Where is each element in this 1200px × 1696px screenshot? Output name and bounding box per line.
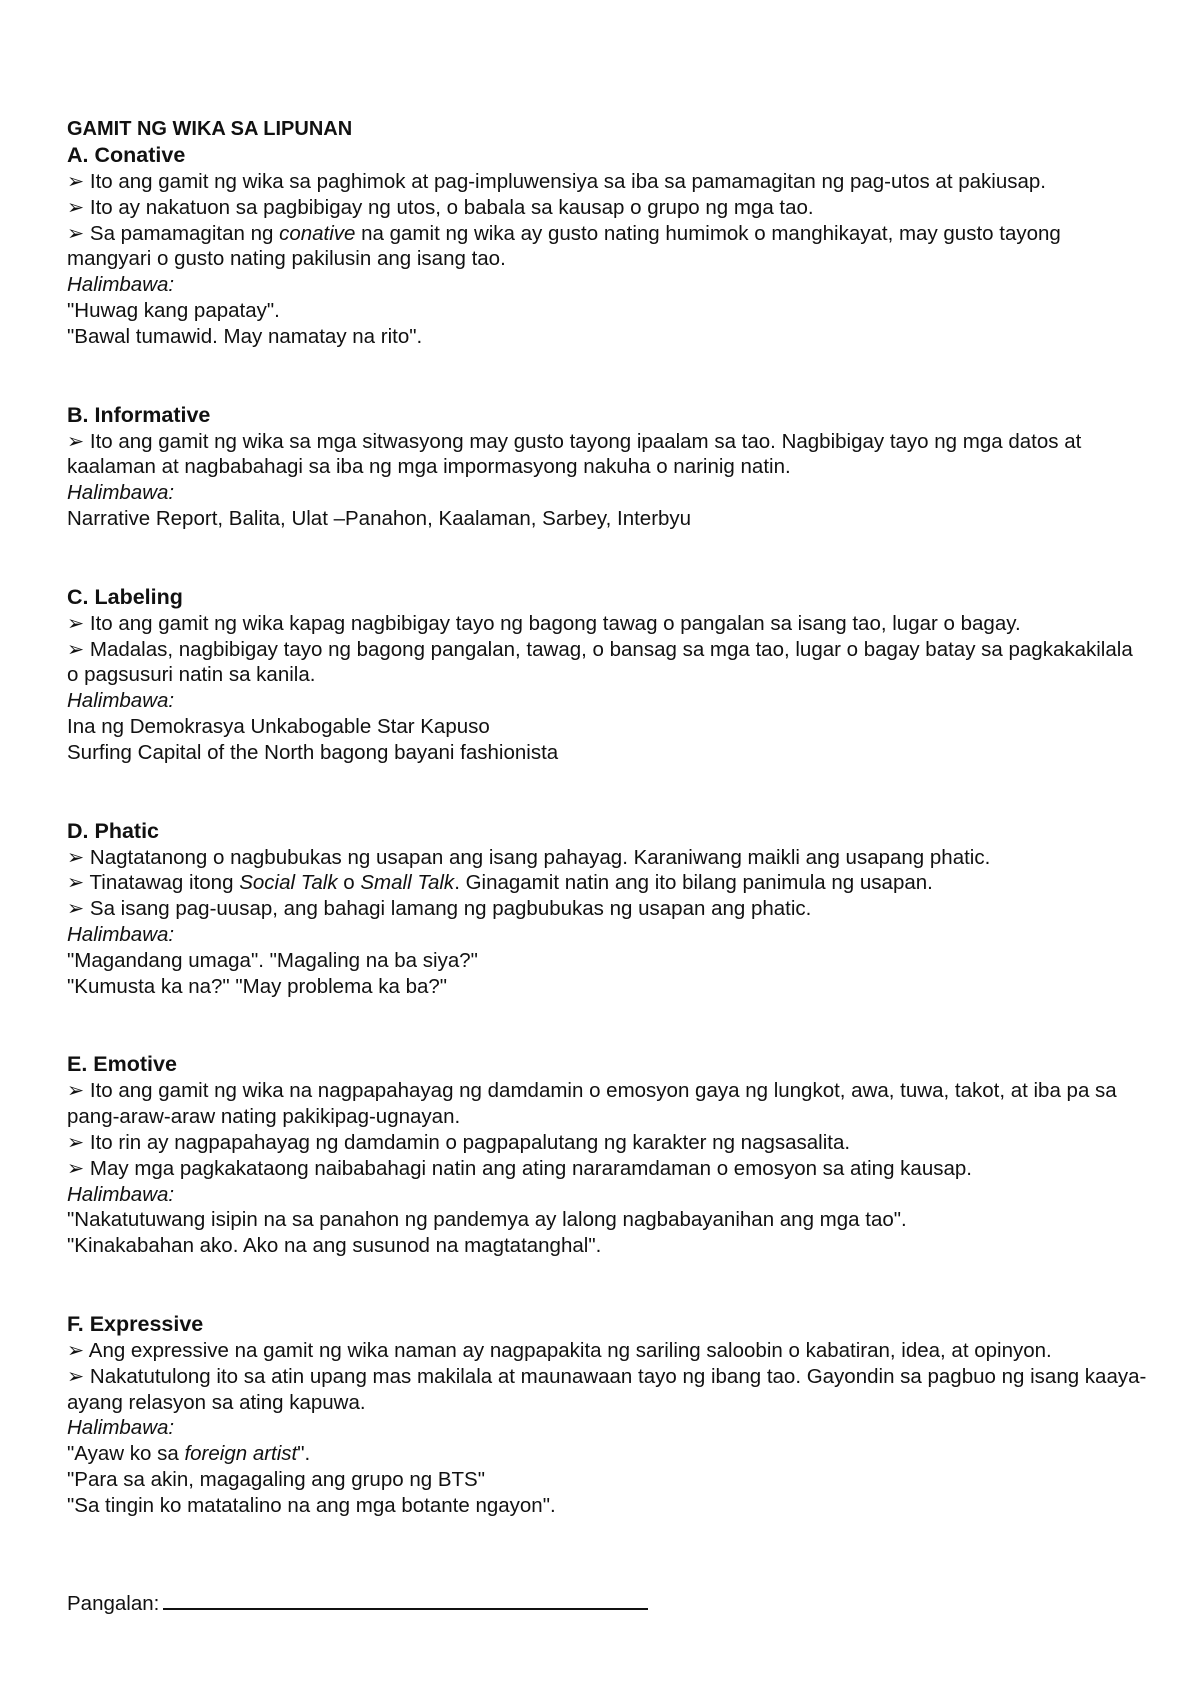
bullet-item [67, 611, 1147, 637]
bullet-item [67, 637, 1147, 689]
bullet-item [67, 221, 1147, 273]
bullet-text-italic: Small Talk [360, 871, 455, 895]
bullet-text: Ito ay nakatuon sa pagbibigay ng utos, o babala sa kausap o grupo ng mga tao. [89, 195, 814, 219]
example-item: "Kinakabahan ako. Ako na ang susunod na magtatanghal". [67, 1234, 602, 1258]
bullet-text: Ito ang gamit ng wika sa paghimok at pag-impluwensiya sa iba sa pamamagitan ng pag-utos at pakiusap. [89, 170, 1046, 193]
bullet-arrow-icon: ➢ [67, 1079, 85, 1103]
document-page [67, 116, 1147, 1518]
bullet-text: Ito rin ay nagpapahayag ng damdamin o pagpapalutang ng karakter ng nagsasalita. [89, 1130, 851, 1154]
section-heading: D. Phatic [67, 818, 159, 843]
bullet-item [67, 1338, 1147, 1364]
example-label: Halimbawa: [67, 922, 175, 946]
document-title: GAMIT NG WIKA SA LIPUNAN [67, 118, 353, 140]
bullet-item [67, 429, 1147, 481]
example-label: Halimbawa: [67, 1182, 175, 1206]
section-labeling [67, 584, 1147, 766]
bullet-text: Ang expressive na gamit ng wika naman ay nagpapakita ng sariling saloobin o kabatiran, idea, at opinyon. [88, 1338, 1052, 1362]
name-field [67, 1590, 648, 1617]
example-item: Ina ng Demokrasya Unkabogable Star Kapuso [67, 714, 490, 738]
bullet-text: . Ginagamit natin ang ito bilang panimula ng usapan. [454, 871, 933, 895]
bullet-arrow-icon: ➢ [67, 1364, 85, 1388]
section-conative [67, 142, 1147, 350]
bullet-text: Nakatutulong ito sa atin upang mas makilala at maunawaan tayo ng ibang tao. Gayondin sa pagbuo ng isang kaaya-ayang relasyon sa ating kapuwa. [67, 1364, 1147, 1414]
bullet-item [67, 1130, 1147, 1156]
bullet-arrow-icon: ➢ [67, 1156, 85, 1180]
example-text: ". [297, 1442, 311, 1466]
section-heading: A. Conative [67, 143, 186, 167]
bullet-text: Ito ang gamit ng wika sa mga sitwasyong may gusto tayong ipaalam sa tao. Nagbibigay tayo ng mga datos at kaalaman at nagbabahagi sa iba ng mga impormasyong nakuha o narinig natin. [67, 429, 1082, 479]
name-label: Pangalan: [67, 1592, 160, 1615]
section-phatic [67, 818, 1147, 1000]
example-item: "Nakatutuwang isipin na sa panahon ng pandemya ay lalong nagbabayanihan ang mga tao". [67, 1208, 907, 1232]
bullet-text: Madalas, nagbibigay tayo ng bagong pangalan, tawag, o bansag sa mga tao, lugar o bagay batay sa pagkakakilala o pagsusuri natin sa kanila. [67, 637, 1133, 687]
example-label: Halimbawa: [67, 273, 175, 297]
bullet-arrow-icon: ➢ [67, 221, 85, 245]
section-heading: F. Expressive [67, 1311, 204, 1336]
example-label: Halimbawa: [67, 689, 175, 713]
section-heading: E. Emotive [67, 1052, 177, 1077]
bullet-text: Tinatawag itong [89, 871, 240, 895]
example-label: Halimbawa: [67, 1416, 175, 1440]
bullet-text: Sa isang pag-uusap, ang bahagi lamang ng pagbubukas ng usapan ang phatic. [89, 897, 812, 921]
bullet-text: May mga pagkakataong naibabahagi natin ang ating nararamdaman o emosyon sa ating kausap. [89, 1156, 972, 1180]
bullet-item [67, 1156, 1147, 1182]
example-item: "Magandang umaga". "Magaling na ba siya?" [67, 948, 478, 972]
example-item: "Huwag kang papatay". [67, 298, 280, 322]
example-text: "Ayaw ko sa [67, 1442, 185, 1466]
bullet-text: na gamit ng wika ay gusto nating humimok o manghikayat, may gusto tayong mangyari o gusto nating pakilusin ang isang tao. [67, 221, 1061, 271]
bullet-arrow-icon: ➢ [67, 897, 85, 921]
bullet-text: o [337, 871, 361, 895]
bullet-text: Sa pamamagitan ng [89, 221, 280, 245]
bullet-arrow-icon: ➢ [67, 195, 85, 219]
example-item: "Sa tingin ko matatalino na ang mga botante ngayon". [67, 1493, 556, 1517]
section-heading: B. Informative [67, 402, 211, 427]
section-emotive [67, 1051, 1147, 1259]
bullet-text: Nagtatanong o nagbubukas ng usapan ang isang pahayag. Karaniwang maikli ang usapang phatic. [89, 845, 991, 869]
bullet-text-italic: Social Talk [239, 871, 338, 895]
example-item: "Bawal tumawid. May namatay na rito". [67, 324, 423, 348]
example-item: "Kumusta ka na?" "May problema ka ba?" [67, 974, 448, 998]
bullet-item [67, 845, 1147, 871]
bullet-item [67, 870, 1147, 896]
example-item: Surfing Capital of the North bagong bayani fashionista [67, 740, 559, 764]
bullet-item [67, 896, 1147, 922]
example-item: "Para sa akin, magagaling ang grupo ng BTS" [67, 1467, 485, 1491]
example-item: Narrative Report, Balita, Ulat –Panahon, Kaalaman, Sarbey, Interbyu [67, 506, 692, 530]
bullet-arrow-icon: ➢ [67, 1130, 85, 1154]
example-label: Halimbawa: [67, 481, 175, 505]
bullet-arrow-icon: ➢ [67, 871, 85, 895]
bullet-arrow-icon: ➢ [67, 429, 85, 453]
bullet-item [67, 1364, 1147, 1416]
bullet-arrow-icon: ➢ [67, 637, 85, 661]
bullet-arrow-icon: ➢ [67, 845, 85, 869]
example-text-italic: foreign artist [184, 1442, 298, 1466]
example-item [67, 1441, 1147, 1467]
bullet-arrow-icon: ➢ [67, 170, 85, 193]
bullet-text: Ito ang gamit ng wika kapag nagbibigay tayo ng bagong tawag o pangalan sa isang tao, lugar o bagay. [89, 611, 1021, 635]
section-expressive [67, 1311, 1147, 1519]
bullet-arrow-icon: ➢ [67, 611, 85, 635]
bullet-item [67, 1078, 1147, 1130]
bullet-text-italic: conative [279, 221, 356, 245]
name-blank-line[interactable] [163, 1590, 648, 1610]
section-informative [67, 402, 1147, 532]
bullet-item [67, 169, 1147, 195]
bullet-arrow-icon: ➢ [67, 1338, 85, 1362]
section-heading: C. Labeling [67, 584, 183, 609]
bullet-text: Ito ang gamit ng wika na nagpapahayag ng damdamin o emosyon gaya ng lungkot, awa, tuwa, takot, at iba pa sa pang-araw-araw nating pakikipag-ugnayan. [67, 1079, 1117, 1129]
bullet-item [67, 195, 1147, 221]
